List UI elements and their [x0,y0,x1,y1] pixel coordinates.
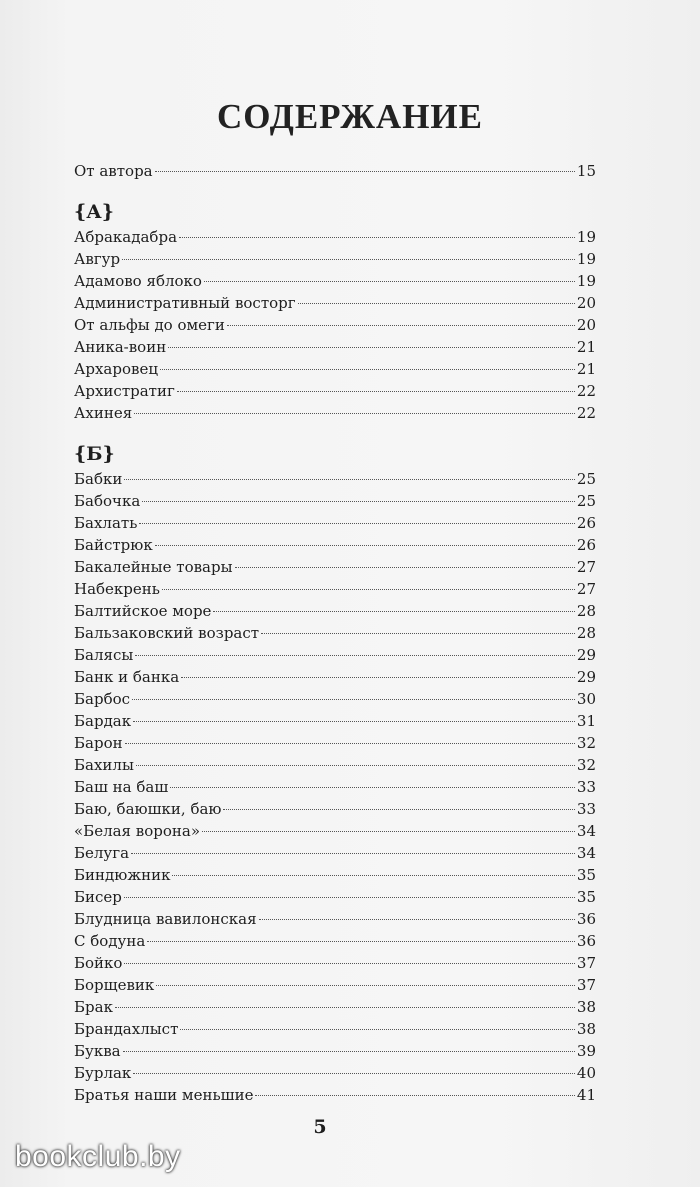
dot-leader [123,1051,575,1052]
toc-entry-page: 28 [576,602,596,620]
dot-leader [125,743,575,744]
toc-entry-page: 37 [576,976,596,994]
toc-entry [74,908,596,930]
dot-leader [156,985,575,986]
toc-entry-page: 33 [576,778,596,796]
toc-entry-label: Адамово яблоко [74,272,202,290]
page-number: 5 [313,1116,327,1138]
toc-entry-label: Бахилы [74,756,134,774]
toc-entry-page: 38 [576,1020,596,1038]
toc-entry-label: Бойко [74,954,123,972]
toc-entry [74,842,596,864]
toc-entry-page: 21 [576,338,596,356]
toc-entry-label: Абракадабра [74,228,178,246]
dot-leader [298,303,575,304]
toc-entry-label: Бальзаковский возраст [74,624,260,642]
table-of-contents [74,160,596,1106]
toc-entry-label: От альфы до омеги [74,316,225,334]
toc-entry [74,336,596,358]
dot-leader [147,941,575,942]
toc-entry-label: Братья наши меньшие [74,1086,254,1104]
toc-entry-page: 19 [576,250,596,268]
toc-entry [74,1040,596,1062]
toc-entry-label: Бабочка [74,492,141,510]
toc-entry-label: Брандахлыст [74,1020,179,1038]
toc-entry [74,490,596,512]
toc-entry-page: 41 [576,1086,596,1104]
toc-entry-page: 35 [576,866,596,884]
toc-sections [74,200,596,1106]
toc-entry [74,688,596,710]
toc-entry-page: 25 [576,492,596,510]
toc-entry-page: 38 [576,998,596,1016]
toc-entry [74,1018,596,1040]
dot-leader [115,1007,575,1008]
watermark: bookclub.by [15,1140,181,1173]
toc-entry [74,798,596,820]
dot-leader [124,897,575,898]
dot-leader [132,699,575,700]
dot-leader [255,1095,574,1096]
toc-entry [74,314,596,336]
toc-entry [74,292,596,314]
toc-entry [74,952,596,974]
toc-entry-page: 27 [576,558,596,576]
toc-entry-page: 37 [576,954,596,972]
dot-leader [227,325,575,326]
dot-leader [223,809,574,810]
toc-entry-label: Аника-воин [74,338,167,356]
toc-entry-page: 39 [576,1042,596,1060]
dot-leader [135,655,575,656]
dot-leader [170,787,575,788]
page-title: СОДЕРЖАНИЕ [216,97,483,136]
toc-entry-label: Биндюжник [74,866,171,884]
toc-entry-label: Бисер [74,888,122,906]
toc-entry [74,226,596,248]
toc-section [74,442,596,1106]
toc-entry-label: Балясы [74,646,134,664]
toc-section [74,200,596,424]
toc-entry-page: 28 [576,624,596,642]
dot-leader [133,1073,575,1074]
toc-entry-page: 20 [576,294,596,312]
toc-entry-label: С бодуна [74,932,146,950]
toc-entry-label: Брак [74,998,113,1016]
toc-entry [74,710,596,732]
toc-entry-label: Балтийское море [74,602,212,620]
toc-entry-label: Архаровец [74,360,158,378]
toc-entry-label: Архистратиг [74,382,175,400]
toc-entry-page: 26 [576,514,596,532]
toc-entry-label: От автора [74,162,153,180]
toc-entry [74,930,596,952]
toc-entry-label: Банк и банка [74,668,180,686]
section-letter: {Б} [74,443,115,465]
dot-leader [168,347,575,348]
toc-entry-page: 32 [576,734,596,752]
toc-entry-page: 22 [576,404,596,422]
dot-leader [162,589,575,590]
toc-entry-label: Административный восторг [74,294,296,312]
dot-leader [142,501,575,502]
dot-leader [155,545,575,546]
toc-entry [74,776,596,798]
toc-entry-label: Авгур [74,250,121,268]
toc-entry-label: Байстрюк [74,536,153,554]
dot-leader [160,369,575,370]
toc-entry-label: Барон [74,734,123,752]
dot-leader [181,677,575,678]
toc-entry-page: 27 [576,580,596,598]
dot-leader [177,391,575,392]
dot-leader [213,611,574,612]
dot-leader [235,567,575,568]
dot-leader [139,523,575,524]
dot-leader [261,633,575,634]
toc-entry-label: Буква [74,1042,121,1060]
dot-leader [131,853,575,854]
toc-entry-page: 36 [576,932,596,950]
toc-entry [74,864,596,886]
toc-entry-label: Баш на баш [74,778,169,796]
toc-entry [74,644,596,666]
toc-entry-page: 30 [576,690,596,708]
toc-entry-page: 34 [576,822,596,840]
toc-entry [74,754,596,776]
toc-entry-label: Бардак [74,712,132,730]
toc-entry [74,1062,596,1084]
toc-entry-label: «Белая ворона» [74,822,201,840]
toc-entry-label: Бакалейные товары [74,558,233,576]
toc-entry-page: 29 [576,668,596,686]
toc-entry [74,996,596,1018]
dot-leader [124,963,574,964]
toc-entry-label: Набекрень [74,580,160,598]
toc-entry-label: Блудница вавилонская [74,910,257,928]
toc-entry [74,556,596,578]
toc-entry-page: 26 [576,536,596,554]
dot-leader [179,237,575,238]
toc-entry-page: 19 [576,228,596,246]
toc-entry [74,600,596,622]
toc-entry [74,512,596,534]
toc-entry [74,974,596,996]
toc-entry-label: Бабки [74,470,123,488]
toc-entry [74,402,596,424]
toc-entry-label: Баю, баюшки, баю [74,800,222,818]
dot-leader [136,765,575,766]
dot-leader [180,1029,575,1030]
dot-leader [204,281,575,282]
toc-entry-label: Борщевик [74,976,155,994]
toc-entry-label: Барбос [74,690,131,708]
toc-entry [74,534,596,556]
toc-entry-page: 25 [576,470,596,488]
toc-entry-page: 35 [576,888,596,906]
dot-leader [122,259,575,260]
toc-entry-page: 22 [576,382,596,400]
toc-entry-label: Бахлать [74,514,138,532]
toc-entry-page: 15 [576,162,596,180]
section-letter: {А} [74,201,114,223]
toc-entry-label: Белуга [74,844,130,862]
toc-entry [74,886,596,908]
toc-entry-page: 21 [576,360,596,378]
toc-entry [74,622,596,644]
toc-entry [74,248,596,270]
toc-entry-page: 34 [576,844,596,862]
dot-leader [124,479,575,480]
toc-entry [74,820,596,842]
toc-entry [74,1084,596,1106]
dot-leader [172,875,574,876]
toc-entry-label: Бурлак [74,1064,132,1082]
dot-leader [202,831,575,832]
toc-entry-page: 33 [576,800,596,818]
toc-entry-page: 19 [576,272,596,290]
toc-entry-intro [74,160,596,182]
toc-entry-page: 20 [576,316,596,334]
toc-entry-page: 31 [576,712,596,730]
dot-leader [134,413,575,414]
dot-leader [133,721,575,722]
toc-entry [74,270,596,292]
toc-entry-label: Ахинея [74,404,133,422]
toc-entry-page: 29 [576,646,596,664]
toc-entry-page: 32 [576,756,596,774]
dot-leader [259,919,575,920]
toc-entry-page: 40 [576,1064,596,1082]
toc-entry [74,732,596,754]
toc-entry [74,666,596,688]
dot-leader [155,171,575,172]
toc-entry [74,468,596,490]
toc-entry [74,380,596,402]
toc-entry [74,578,596,600]
toc-entry-page: 36 [576,910,596,928]
toc-entry [74,358,596,380]
